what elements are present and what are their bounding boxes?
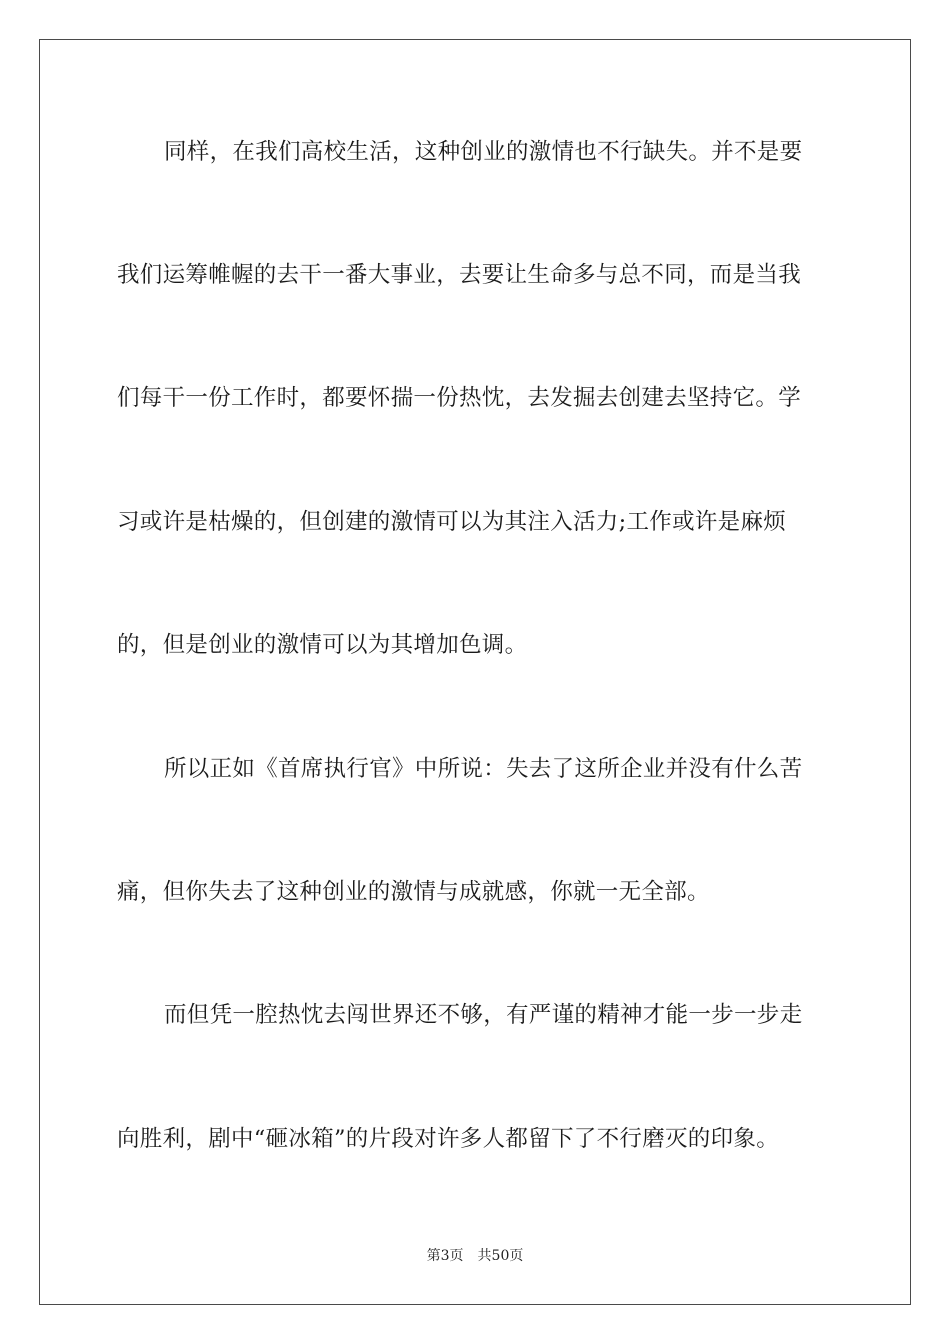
paragraph-line: 习或许是枯燥的，但创建的激情可以为其注入活力;工作或许是麻烦 — [117, 509, 787, 535]
page-footer — [0, 1246, 950, 1266]
paragraph-line: 同样，在我们高校生活，这种创业的激情也不行缺失。并不是要 — [164, 139, 803, 165]
paragraph-line: 痛，但你失去了这种创业的激情与成就感，你就一无全部。 — [117, 879, 710, 905]
paragraph-line: 们每干一份工作时，都要怀揣一份热忱，去发掘去创建去坚持它。学 — [117, 385, 802, 411]
paragraph-line: 向胜利，剧中“砸冰箱”的片段对许多人都留下了不行磨灭的印象。 — [117, 1126, 780, 1152]
paragraph-line: 的，但是创业的激情可以为其增加色调。 — [117, 632, 528, 658]
paragraph-line: 而但凭一腔热忱去闯世界还不够，有严谨的精神才能一步一步走 — [164, 1002, 803, 1028]
page-border — [39, 39, 911, 1305]
paragraph-line: 所以正如《首席执行官》中所说：失去了这所企业并没有什么苦 — [164, 756, 803, 782]
page-number: 第3页 — [426, 1248, 464, 1264]
paragraph-line: 我们运筹帷幄的去干一番大事业，去要让生命多与总不同，而是当我 — [117, 262, 802, 288]
page-total: 共50页 — [477, 1248, 524, 1264]
